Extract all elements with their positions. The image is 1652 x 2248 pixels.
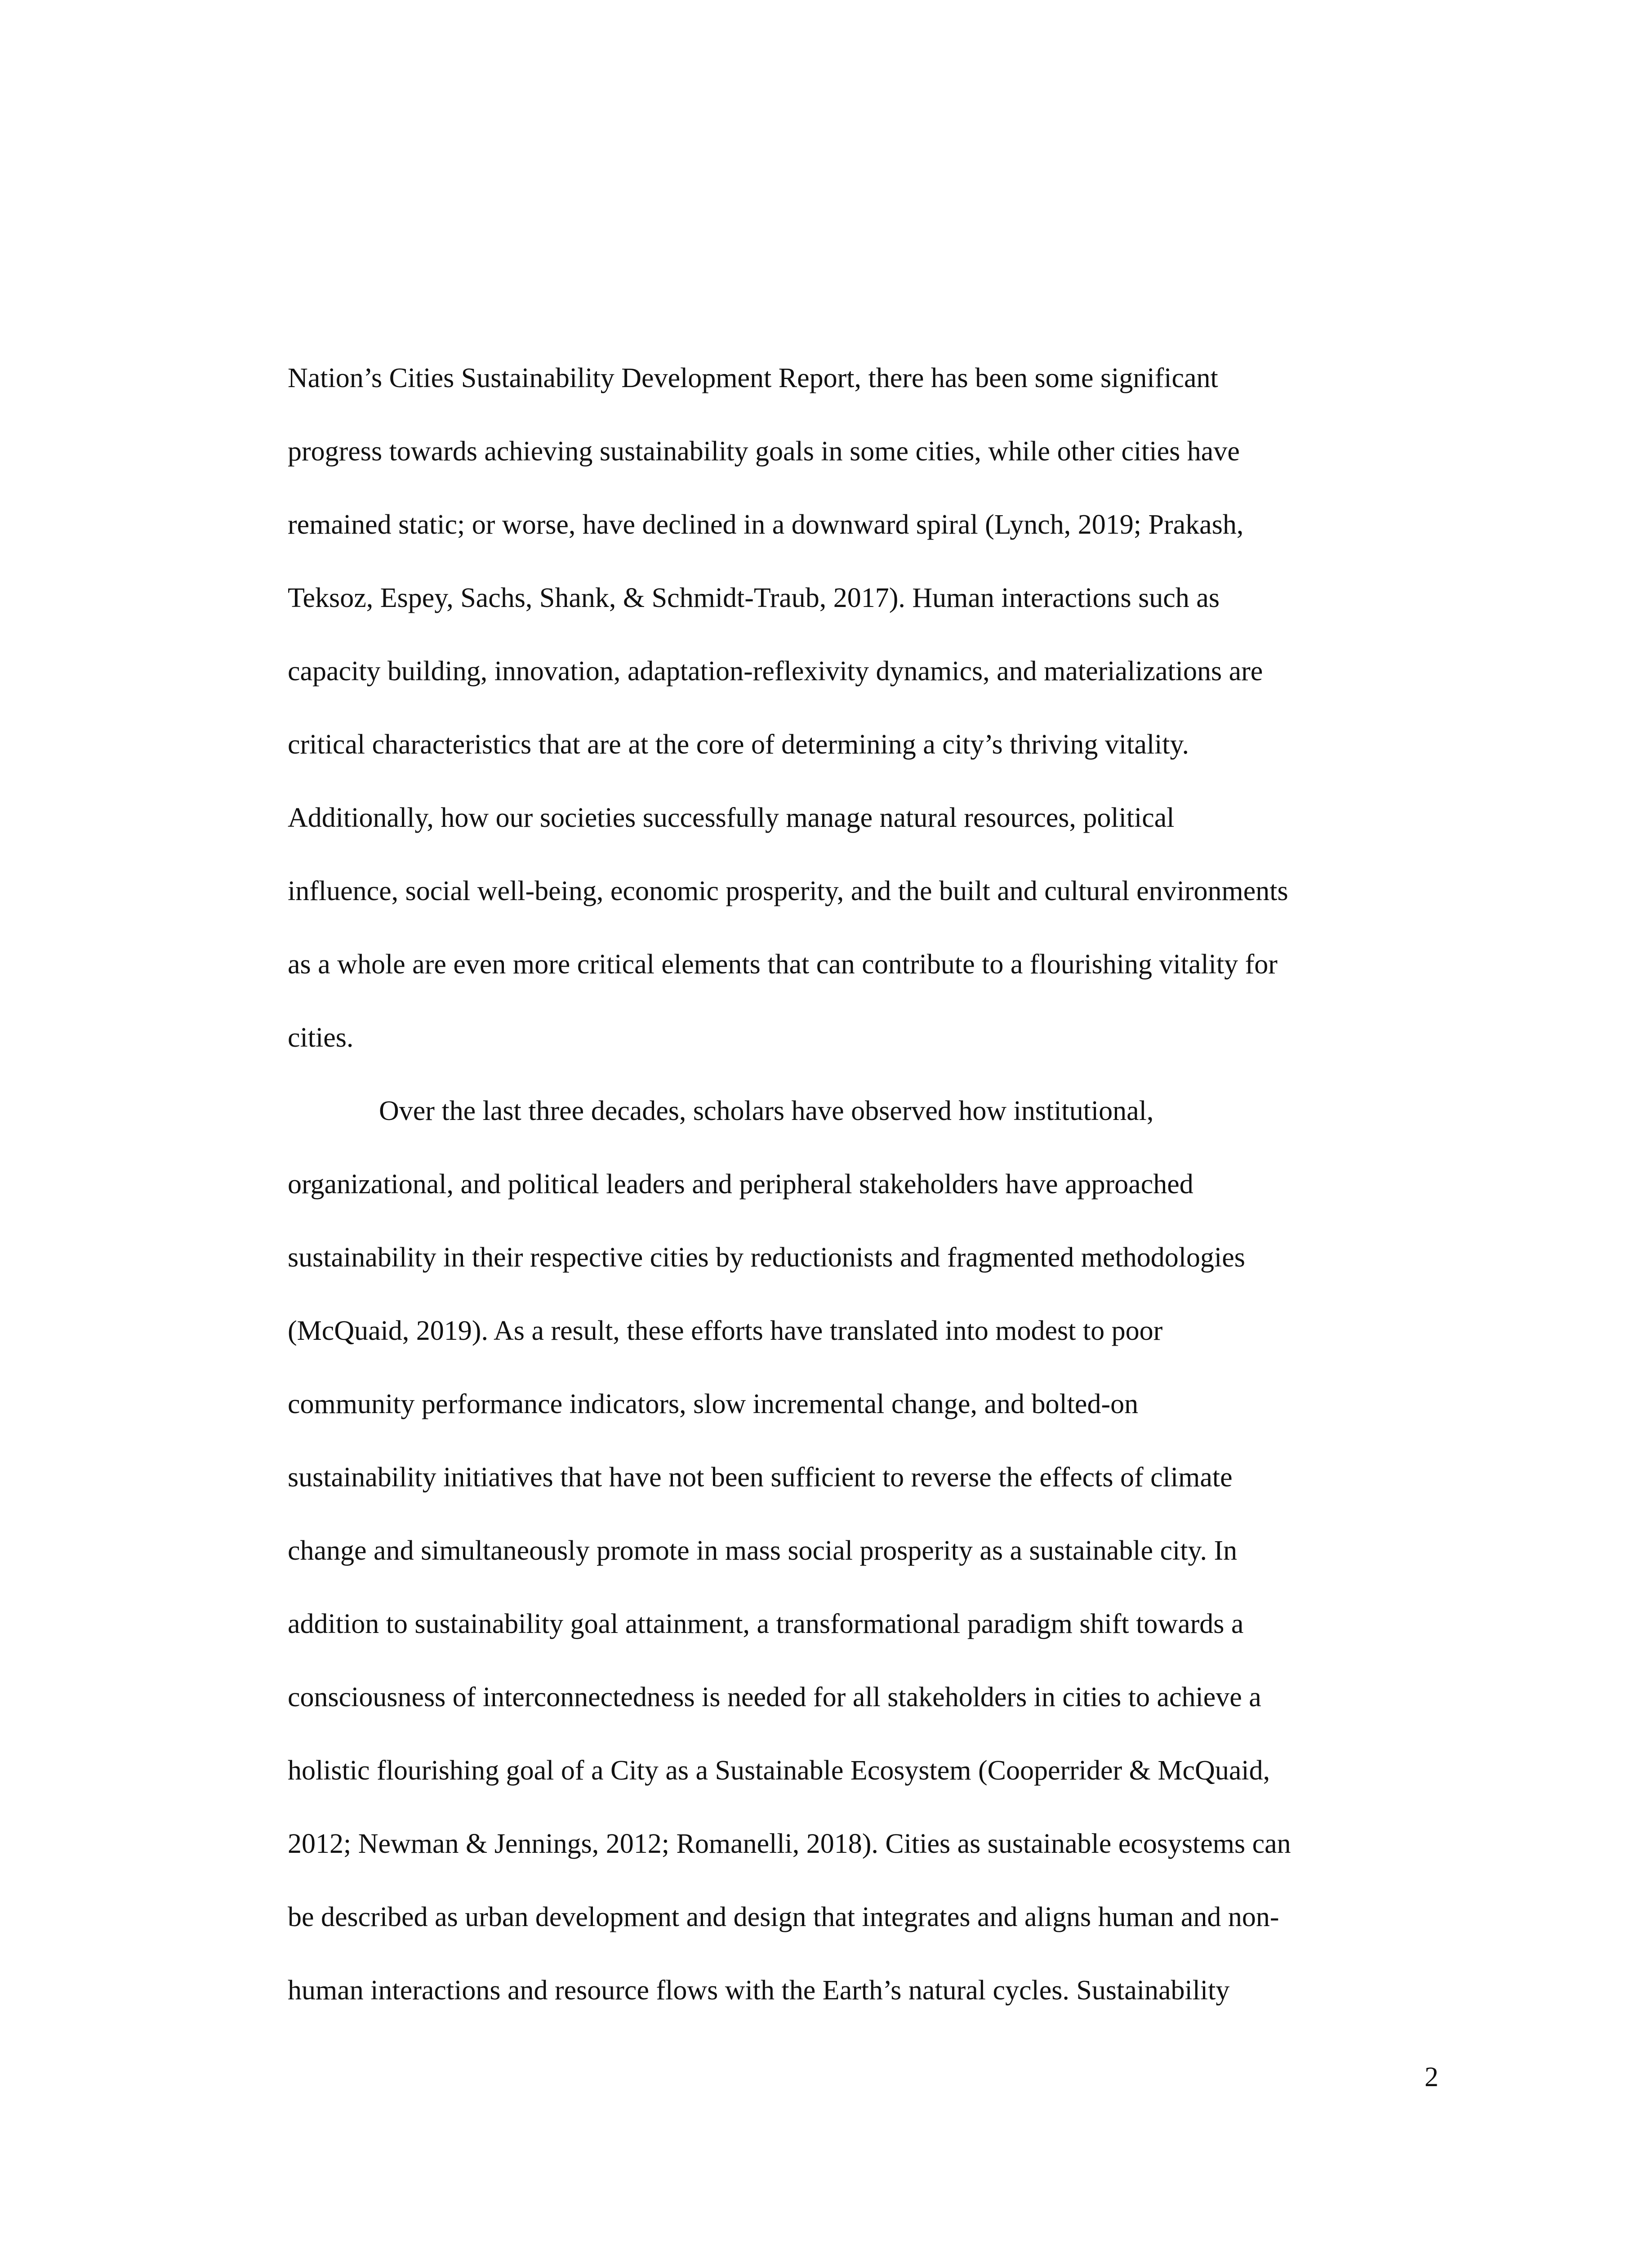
- text-line: (McQuaid, 2019). As a result, these efforts have translated into modest to poor: [288, 1316, 1163, 1346]
- text-line: capacity building, innovation, adaptation-reflexivity dynamics, and materializations are: [288, 656, 1263, 687]
- text-line: community performance indicators, slow incremental change, and bolted-on: [288, 1389, 1139, 1419]
- text-line: be described as urban development and design that integrates and aligns human and non-: [288, 1902, 1279, 1932]
- text-line: sustainability initiatives that have not been sufficient to reverse the effects of climate: [288, 1462, 1233, 1493]
- text-line: consciousness of interconnectedness is needed for all stakeholders in cities to achieve a: [288, 1682, 1261, 1713]
- text-line: remained static; or worse, have declined in a downward spiral (Lynch, 2019; Prakash,: [288, 509, 1244, 540]
- text-line: holistic flourishing goal of a City as a Sustainable Ecosystem (Cooperrider & McQuaid,: [288, 1755, 1270, 1786]
- text-line: as a whole are even more critical elements that can contribute to a flourishing vitality for: [288, 949, 1278, 980]
- body-text: [288, 342, 1438, 2027]
- text-line: critical characteristics that are at the core of determining a city’s thriving vitality.: [288, 729, 1189, 760]
- text-line: Additionally, how our societies successfully manage natural resources, political: [288, 803, 1175, 833]
- text-line: Nation’s Cities Sustainability Development Report, there has been some significant: [288, 363, 1218, 393]
- text-line: progress towards achieving sustainability goals in some cities, while other cities have: [288, 436, 1240, 467]
- text-line: Teksoz, Espey, Sachs, Shank, & Schmidt-Traub, 2017). Human interactions such as: [288, 583, 1220, 613]
- text-line-indented: Over the last three decades, scholars have observed how institutional,: [379, 1096, 1154, 1126]
- text-line: sustainability in their respective cities by reductionists and fragmented methodologies: [288, 1242, 1245, 1273]
- text-line: addition to sustainability goal attainment, a transformational paradigm shift towards a: [288, 1609, 1244, 1639]
- text-line: influence, social well-being, economic prosperity, and the built and cultural environments: [288, 876, 1288, 906]
- text-line: 2012; Newman & Jennings, 2012; Romanelli, 2018). Cities as sustainable ecosystems can: [288, 1829, 1291, 1859]
- text-line: cities.: [288, 1022, 354, 1053]
- paragraph-1: [288, 342, 1438, 1075]
- text-line: organizational, and political leaders and peripheral stakeholders have approached: [288, 1169, 1193, 1200]
- text-line: human interactions and resource flows with the Earth’s natural cycles. Sustainability: [288, 1975, 1230, 2006]
- paragraph-2: [288, 1075, 1438, 2027]
- text-line: change and simultaneously promote in mass social prosperity as a sustainable city. In: [288, 1535, 1238, 1566]
- page-number: 2: [1425, 2062, 1438, 2092]
